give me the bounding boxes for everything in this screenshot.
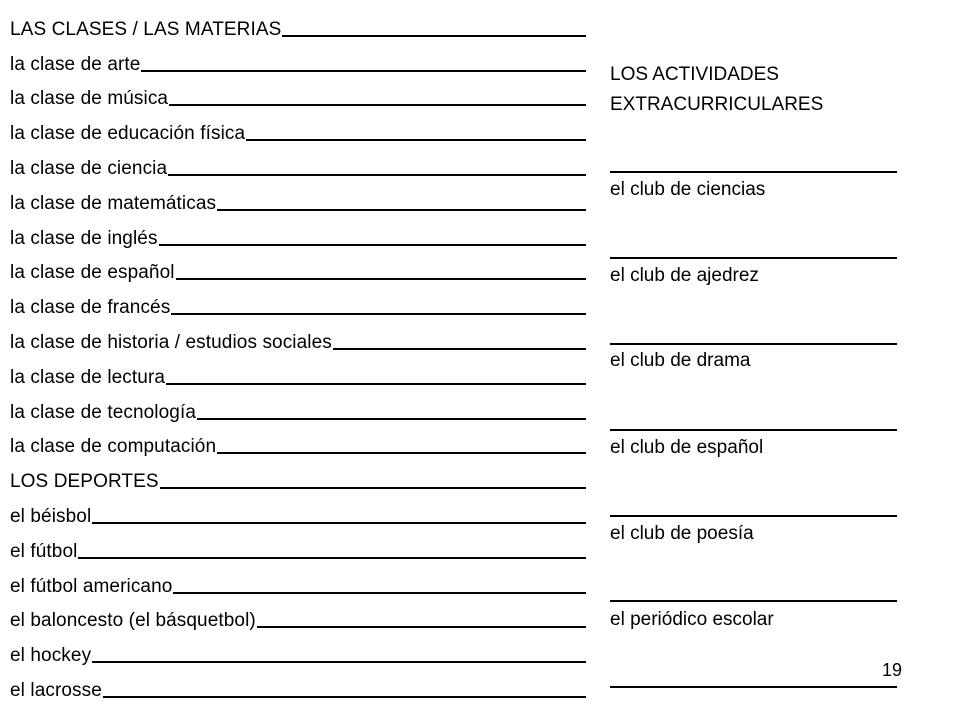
vocab-term: el fútbol americano [10, 575, 173, 597]
vocab-term: la clase de francés [10, 297, 171, 319]
answer-line[interactable] [282, 35, 586, 37]
vocab-row [10, 491, 586, 526]
vocab-term: la clase de ciencia [10, 157, 168, 179]
answer-line[interactable] [610, 686, 897, 688]
vocab-row [10, 456, 586, 491]
answer-line[interactable] [171, 313, 586, 315]
heading-activities-line2: EXTRACURRICULARES [610, 94, 824, 115]
answer-line[interactable] [197, 418, 586, 420]
vocab-row [10, 561, 586, 596]
vocab-term: la clase de historia / estudios sociales [10, 331, 332, 353]
vocab-row [10, 665, 586, 700]
answer-line[interactable] [92, 661, 586, 663]
club-term: el club de ajedrez [610, 265, 759, 286]
vocab-term: la clase de lectura [10, 366, 166, 388]
heading-activities [610, 60, 900, 120]
vocab-term: la clase de tecnología [10, 401, 196, 423]
vocab-row [10, 526, 586, 561]
vocab-row [10, 248, 586, 283]
club-term: el periódico escolar [610, 609, 774, 630]
answer-line[interactable] [176, 278, 586, 280]
vocab-row [10, 39, 586, 74]
answer-line[interactable] [141, 70, 586, 72]
answer-line[interactable] [159, 244, 586, 246]
vocab-row [10, 317, 586, 352]
vocab-term: el béisbol [10, 505, 92, 527]
answer-line[interactable] [78, 557, 586, 559]
vocab-row [10, 213, 586, 248]
vocab-row [10, 596, 586, 631]
answer-line[interactable] [166, 383, 586, 385]
vocab-row [10, 422, 586, 457]
answer-line[interactable] [610, 343, 897, 345]
vocab-term: el hockey [10, 645, 92, 667]
vocab-row [10, 630, 586, 665]
vocab-row [10, 74, 586, 109]
vocab-term: la clase de español [10, 262, 175, 284]
heading-classes: LAS CLASES / LAS MATERIAS [10, 18, 282, 40]
extracurricular-list [610, 60, 900, 630]
vocab-term: la clase de educación física [10, 123, 246, 145]
answer-line[interactable] [610, 257, 897, 259]
vocab-term: la clase de inglés [10, 227, 158, 249]
vocab-row [10, 108, 586, 143]
vocab-term: el baloncesto (el básquetbol) [10, 610, 256, 632]
answer-line[interactable] [168, 174, 586, 176]
vocab-term: el lacrosse [10, 679, 102, 701]
vocab-term: la clase de computación [10, 436, 217, 458]
club-term: el club de ciencias [610, 179, 766, 200]
answer-line[interactable] [610, 515, 897, 517]
vocab-row [10, 178, 586, 213]
answer-line[interactable] [610, 429, 897, 431]
answer-line[interactable] [257, 626, 586, 628]
vocab-row [10, 387, 586, 422]
answer-line[interactable] [610, 600, 897, 602]
club-term: el club de poesía [610, 523, 754, 544]
answer-line[interactable] [217, 209, 586, 211]
answer-line[interactable] [92, 522, 586, 524]
club-term: el club de español [610, 437, 764, 458]
answer-line[interactable] [333, 348, 586, 350]
page-number: 19 [882, 660, 903, 680]
vocab-term: el fútbol [10, 540, 78, 562]
vocab-row [10, 352, 586, 387]
heading-sports: LOS DEPORTES [10, 471, 159, 493]
club-term: el club de drama [610, 350, 751, 371]
heading-activities-line1: LOS ACTIVIDADES [610, 64, 779, 85]
vocab-row [10, 143, 586, 178]
answer-line[interactable] [160, 487, 586, 489]
answer-line[interactable] [217, 452, 586, 454]
vocab-term: la clase de música [10, 88, 169, 110]
answer-line[interactable] [246, 139, 586, 141]
answer-line[interactable] [173, 592, 586, 594]
vocab-row [10, 4, 586, 39]
vocabulary-list [10, 4, 586, 700]
vocab-term: la clase de arte [10, 53, 141, 75]
answer-line[interactable] [169, 104, 586, 106]
answer-line[interactable] [103, 696, 586, 698]
vocab-row [10, 282, 586, 317]
answer-line[interactable] [610, 171, 897, 173]
vocab-term: la clase de matemáticas [10, 192, 217, 214]
